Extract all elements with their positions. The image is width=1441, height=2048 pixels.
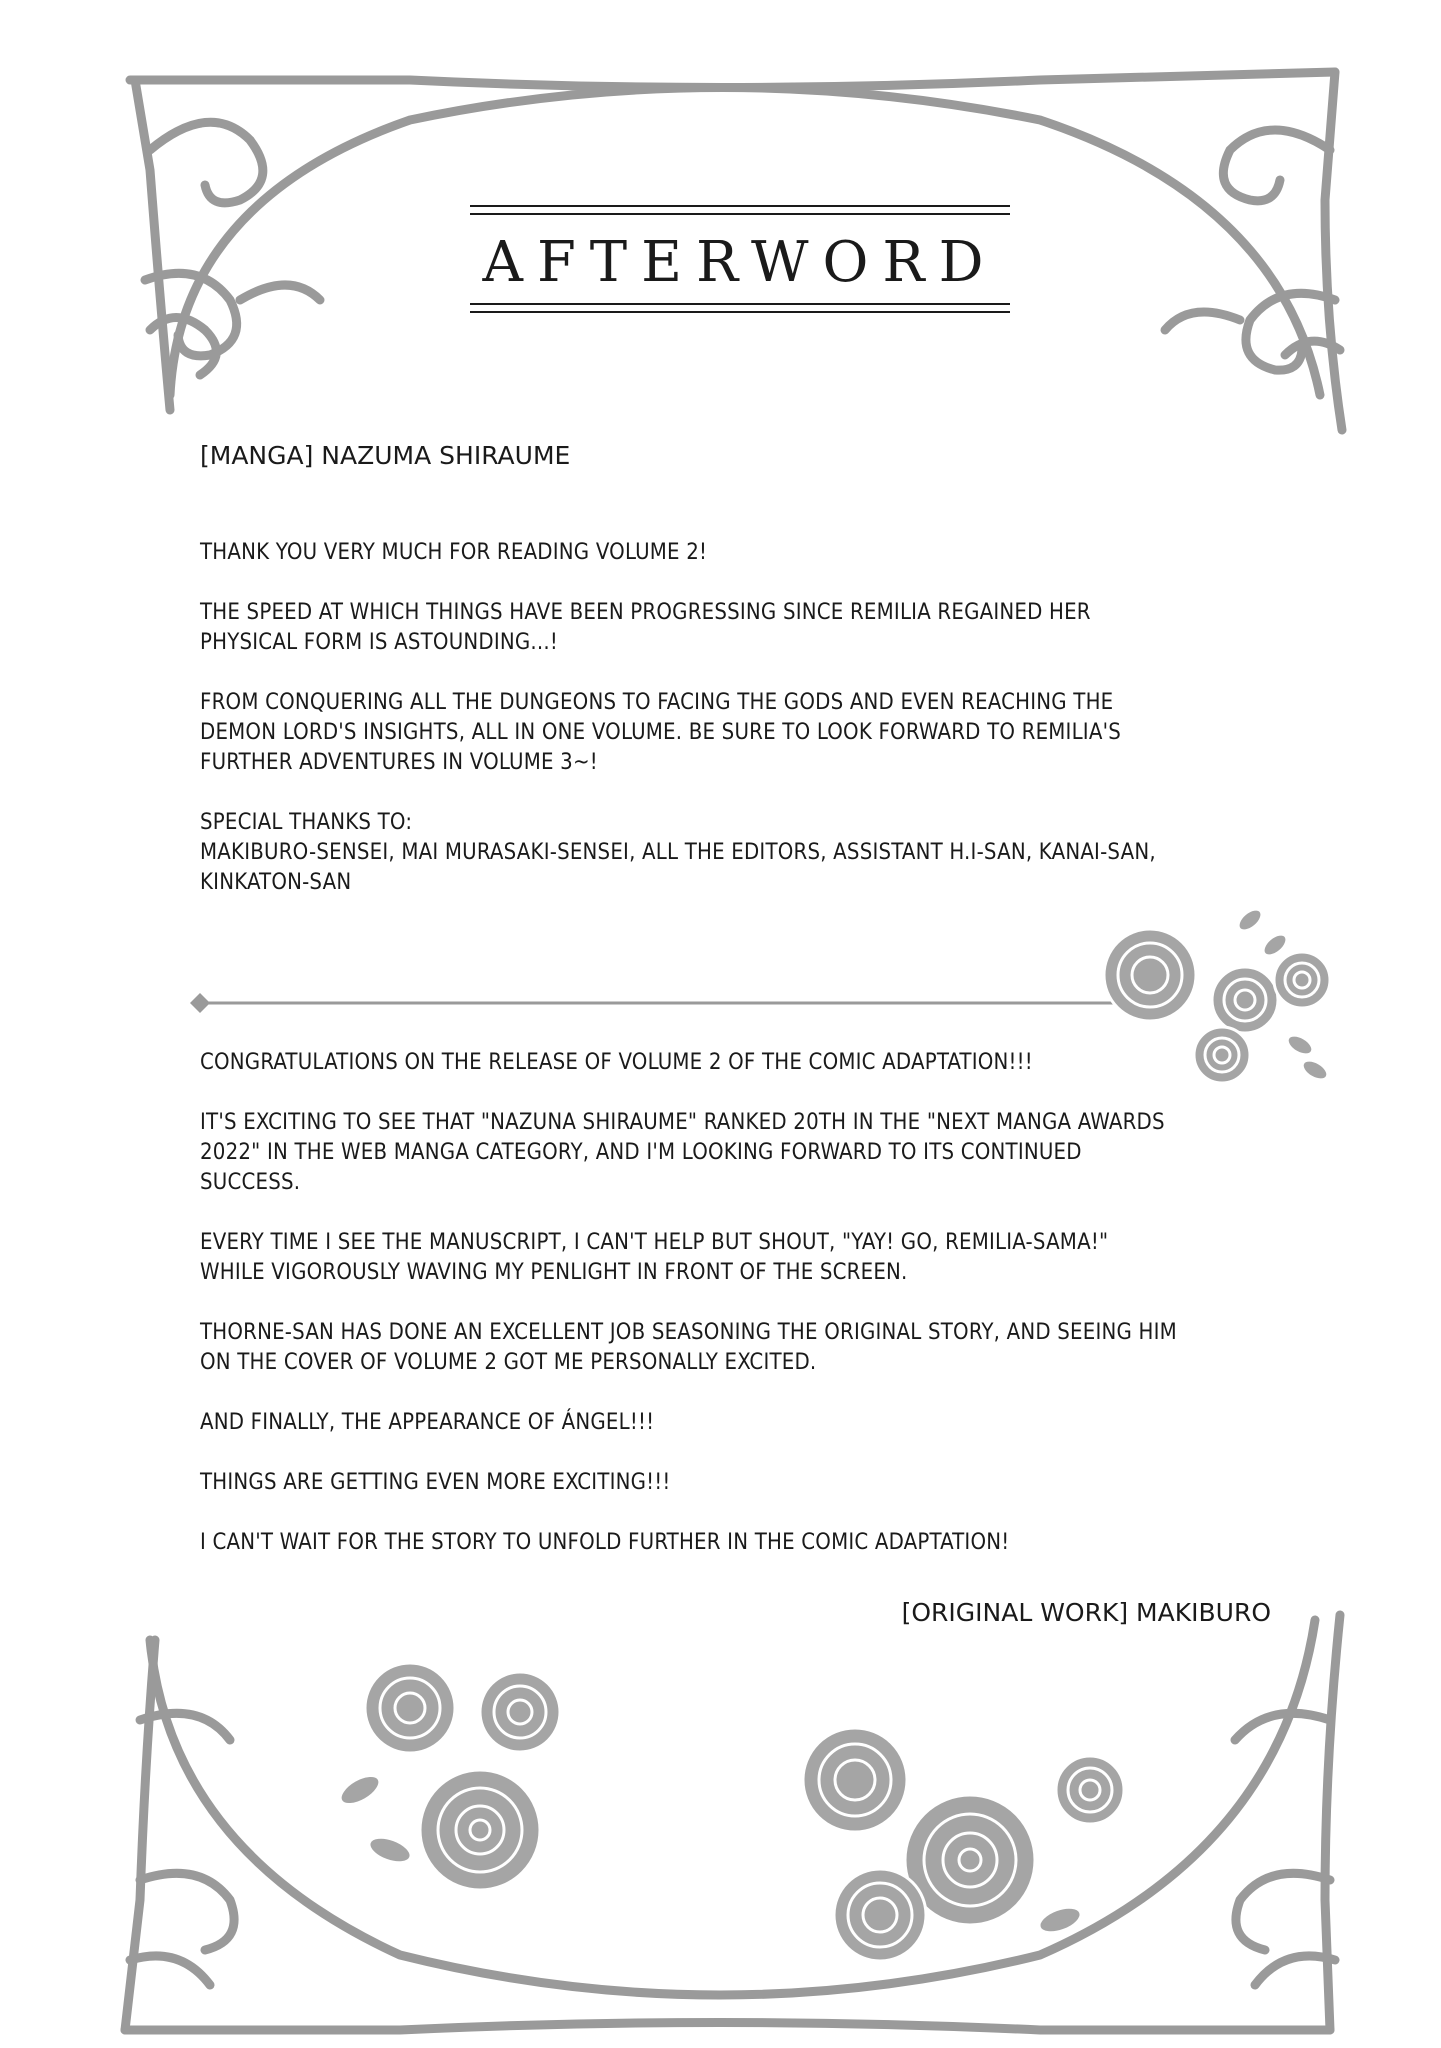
paragraph: FROM CONQUERING ALL THE DUNGEONS TO FACING THE GODS AND EVEN REACHING THE DEMON LORD'S INSIGHTS, ALL IN ONE VOLUME. BE SURE TO LOOK FORWARD TO REMILIA'S FURTHER ADVENTURES IN VOLUME 3~!	[200, 690, 1121, 775]
title-rule-bottom	[470, 311, 1010, 313]
paragraph: IT'S EXCITING TO SEE THAT "NAZUNA SHIRAUME" RANKED 20TH IN THE "NEXT MANGA AWARDS 2022" IN THE WEB MANGA CATEGORY, AND I'M LOOKING FORWARD TO ITS CONTINUED SUCCESS.	[200, 1110, 1165, 1195]
divider-diamond-icon	[190, 993, 210, 1013]
rose-icon	[834, 1869, 926, 1961]
rose-icon	[480, 1672, 560, 1752]
paragraph: AND FINALLY, THE APPEARANCE OF ÁNGEL!!!	[200, 1410, 655, 1435]
top-right-vine	[1325, 72, 1342, 430]
rose-icon	[1212, 967, 1278, 1033]
paragraph: CONGRATULATIONS ON THE RELEASE OF VOLUME 2 OF THE COMIC ADAPTATION!!!	[200, 1050, 1033, 1075]
paragraph: EVERY TIME I SEE THE MANUSCRIPT, I CAN'T HELP BUT SHOUT, "YAY! GO, REMILIA-SAMA!" WHILE VIGOROUSLY WAVING MY PENLIGHT IN FRONT OF THE SCREEN.	[200, 1230, 1109, 1285]
title-rule-bottom-inner	[470, 303, 1010, 305]
title-rule-top	[470, 205, 1010, 207]
bottom-frame-arc	[125, 2023, 1330, 2031]
paragraph: THORNE-SAN HAS DONE AN EXCELLENT JOB SEASONING THE ORIGINAL STORY, AND SEEING HIM ON THE COVER OF VOLUME 2 GOT ME PERSONALLY EXCITED.	[200, 1320, 1177, 1375]
rose-icon	[1274, 952, 1330, 1008]
page-title: AFTERWORD	[482, 230, 998, 295]
bottom-right-vine	[1325, 1615, 1340, 2030]
rose-icon	[365, 1663, 455, 1753]
bottom-left-vine	[125, 1640, 155, 2030]
rose-icon	[420, 1770, 540, 1890]
rose-icon	[803, 1728, 907, 1832]
paragraph: THINGS ARE GETTING EVEN MORE EXCITING!!!	[200, 1470, 671, 1495]
rose-icon	[1056, 1756, 1124, 1824]
paragraph: I CAN'T WAIT FOR THE STORY TO UNFOLD FURTHER IN THE COMIC ADAPTATION!	[200, 1530, 1010, 1555]
paragraph: THE SPEED AT WHICH THINGS HAVE BEEN PROGRESSING SINCE REMILIA REGAINED HER PHYSICAL FORM IS ASTOUNDING...!	[200, 600, 1091, 655]
bottom-inner-arc	[150, 1620, 1315, 1995]
title-rule-top-inner	[470, 213, 1010, 215]
title-block	[470, 205, 1010, 313]
paragraph: SPECIAL THANKS TO: MAKIBURO-SENSEI, MAI MURASAKI-SENSEI, ALL THE EDITORS, ASSISTANT H.I-SAN, KANAI-SAN, KINKATON-SAN	[200, 810, 1156, 895]
rose-icon	[1104, 929, 1196, 1021]
original-work-signature: [ORIGINAL WORK] MAKIBURO	[901, 1598, 1271, 1627]
manga-author-heading: [MANGA] NAZUMA SHIRAUME	[200, 441, 571, 470]
paragraph: THANK YOU VERY MUCH FOR READING VOLUME 2!	[200, 540, 708, 565]
top-left-vine	[135, 80, 170, 410]
